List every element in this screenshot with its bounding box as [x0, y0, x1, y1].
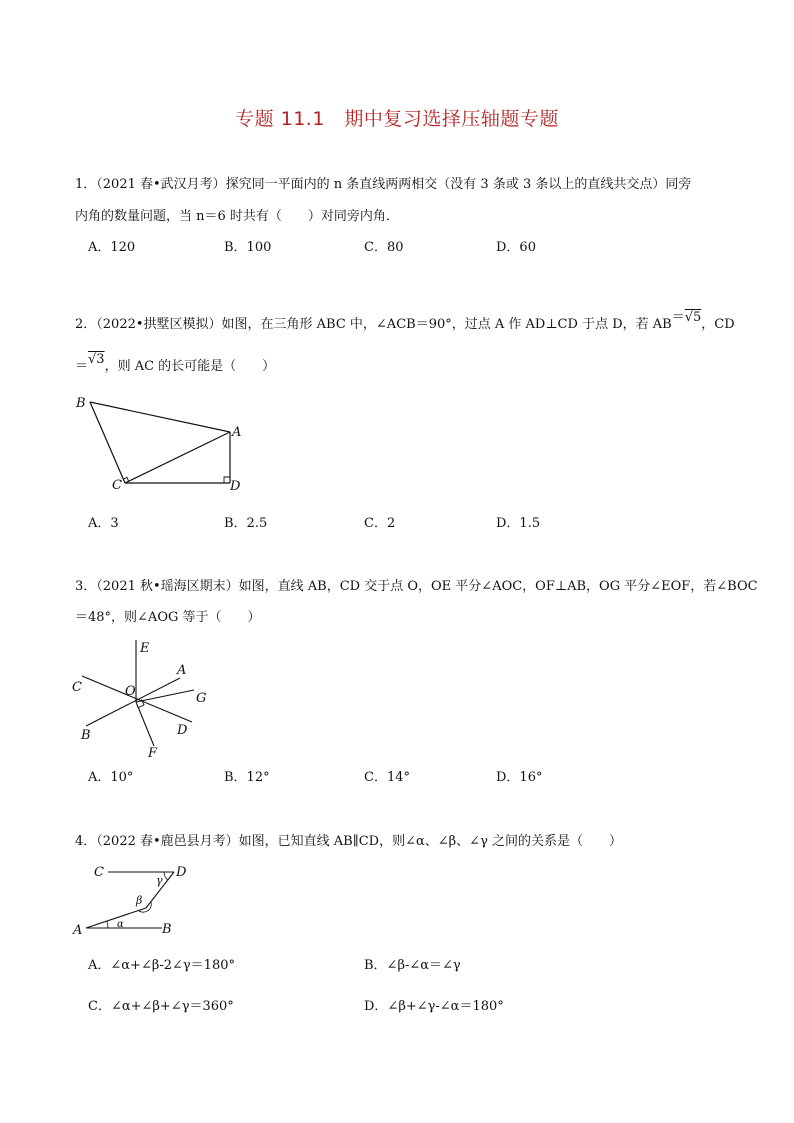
q2-line-1-root: √5: [684, 310, 702, 325]
q4-line-1: 4．（2022 春•鹿邑县月考）如图，已知直线 AB∥CD，则∠α、∠β、∠γ 之间的关系是（ ）: [75, 834, 622, 849]
page-title: 专题 11.1 期中复习选择压轴题专题: [235, 108, 559, 130]
q2-option-d: D．1.5: [496, 516, 541, 531]
q3-line-1: 3．（2021 秋•瑶海区期末）如图，直线 AB，CD 交于点 O，OE 平分∠AOC，OF⊥AB，OG 平分∠EOF，若∠BOC: [75, 579, 758, 594]
q3-label-c: C: [72, 680, 82, 695]
q3-figure: [70, 638, 230, 768]
q2-label-b: B: [76, 396, 86, 411]
q2-label-a: A: [232, 425, 242, 440]
q1-option-c: C．80: [364, 240, 404, 255]
q3-option-c: C．14°: [364, 770, 410, 785]
q4-label-c: C: [94, 865, 104, 880]
q3-line-cd: [82, 676, 192, 722]
q4-figure: [70, 860, 190, 940]
q4-label-b: B: [162, 922, 172, 937]
q3-label-o: O: [125, 684, 136, 699]
q2-line-1-tail: ，CD: [701, 317, 735, 332]
q1-option-d: D．60: [496, 240, 536, 255]
q4-option-c: C．∠α+∠β+∠γ＝360°: [88, 999, 234, 1014]
q2-option-a: A．3: [88, 516, 119, 531]
q4-option-a: A．∠α+∠β-2∠γ＝180°: [88, 958, 235, 973]
q2-option-b: B．2.5: [224, 516, 268, 531]
q2-line-2-tail: ，则 AC 的长可能是（ ）: [104, 359, 276, 374]
q1-line-1: 1．（2021 春•武汉月考）探究同一平面内的 n 条直线两两相交（没有 3 条或 3 条以上的直线共交点）同旁: [75, 177, 692, 192]
q3-ray-of: [136, 702, 154, 746]
q3-label-f: F: [148, 746, 158, 761]
q3-option-b: B．12°: [224, 770, 270, 785]
q2-line-2: [75, 352, 276, 376]
q4-arc-gamma: [164, 872, 168, 880]
q1-option-a: A．120: [88, 240, 136, 255]
q3-label-g: G: [196, 691, 207, 706]
q4-label-alpha: α: [117, 919, 124, 930]
q2-segment-ba: [90, 402, 230, 432]
q4-arc-alpha: [107, 921, 108, 928]
q4-label-beta: β: [136, 894, 143, 907]
q2-label-c: C: [112, 478, 122, 493]
q2-segment-bc: [90, 402, 125, 483]
q3-label-e: E: [140, 641, 150, 656]
q4-label-a: A: [73, 923, 83, 938]
q3-label-d: D: [177, 723, 188, 738]
q3-option-d: D．16°: [496, 770, 543, 785]
q2-line-2-root: √3: [88, 352, 105, 367]
q3-label-a: A: [177, 663, 187, 678]
q2-line-2-eq: ＝: [75, 359, 89, 374]
q2-line-1-eq: ＝: [671, 310, 685, 325]
q4-option-b: B．∠β-∠α＝∠γ: [364, 958, 461, 973]
q3-option-a: A．10°: [88, 770, 134, 785]
q4-option-d: D．∠β+∠γ-∠α＝180°: [364, 999, 504, 1014]
q3-label-b: B: [81, 728, 91, 743]
q2-figure: [70, 388, 250, 498]
q2-option-c: C．2: [364, 516, 396, 531]
q1-line-2: 内角的数量问题，当 n＝6 时共有（ ）对同旁内角．: [75, 209, 399, 224]
q2-line-1-text: 2．（2022•拱墅区模拟）如图，在三角形 ABC 中，∠ACB＝90°，过点 A 作 AD⊥CD 于点 D，若 AB: [75, 317, 672, 332]
q2-line-1: [75, 310, 735, 334]
q4-segment-a-p: [86, 908, 146, 928]
q4-label-gamma: γ: [156, 874, 163, 887]
q1-option-b: B．100: [224, 240, 272, 255]
q2-label-d: D: [230, 479, 241, 494]
q4-label-d: D: [176, 865, 187, 880]
q2-segment-ca: [125, 432, 230, 483]
q3-line-2: ＝48°，则∠AOG 等于（ ）: [75, 610, 261, 625]
